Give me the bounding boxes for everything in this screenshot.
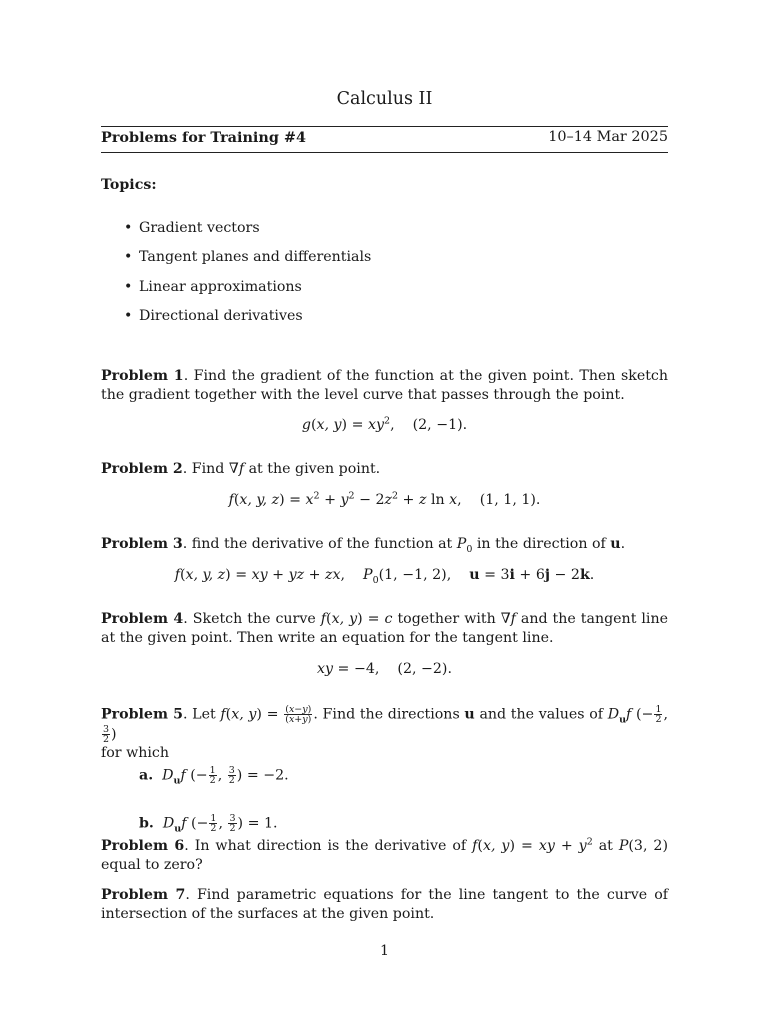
- problem-5-part-b: b. $D_uf$ (− $\frac{1}{2}$ , $\frac{3}{2}$ ) = 1.: [139, 812, 278, 834]
- problem-4-equation: xy = −4, (2, −2).: [317, 661, 452, 677]
- problem-label: Problem 5: [101, 706, 183, 723]
- problem-5: Problem 5. Let f(x, y) = $\frac{(x-y)}{(x+y)}$ . Find the directions u and the values of $D_uf$ (− $\frac{1}{2}$ , $\frac{3}{2}$ ) for which: [101, 704, 668, 761]
- list-item: • Linear approximations: [124, 278, 302, 295]
- bullet-icon: •: [124, 249, 133, 266]
- problem-label: Problem 1: [101, 368, 184, 384]
- bullet-icon: •: [124, 220, 133, 236]
- problem-label: Problem 4: [101, 611, 184, 627]
- problem-2: Problem 2. Find ∇f at the given point.: [101, 461, 381, 477]
- topics-list: [101, 219, 668, 336]
- problem-set-title: Problems for Training #4: [101, 129, 306, 146]
- problem-6: Problem 6. In what direction is the derivative of f(x, y) = xy + $y^2$ at P(3, 2) equal to zero?: [101, 836, 668, 873]
- header-rule-bottom: [101, 152, 668, 153]
- problem-3-equation: f(x, y, z) = xy + yz + zx, $P_0(1$, −1, 2), u = 3i + 6j − 2k.: [174, 567, 595, 586]
- course-title: Calculus II: [336, 89, 433, 109]
- problem-label: Problem 6: [101, 838, 185, 854]
- problem-5-part-a: a. $D_uf$ (− $\frac{1}{2}$ , $\frac{3}{2}$ ) = −2.: [139, 765, 289, 787]
- bullet-icon: •: [124, 307, 133, 324]
- page-number: 1: [379, 943, 390, 959]
- list-item: • Tangent planes and differentials: [124, 249, 372, 266]
- list-item: • Gradient vectors: [124, 220, 260, 236]
- header-rule-top: [101, 126, 668, 127]
- list-item: • Directional derivatives: [124, 307, 303, 324]
- problem-4: Problem 4. Sketch the curve f(x, y) = c together with ∇f and the tangent line at the given point. Then write an equation for the tangent line.: [101, 611, 668, 646]
- problem-label: Problem 7: [101, 887, 186, 903]
- problem-text: . Find the gradient of the function at the given point. Then sketch the gradient together with the level curve that passes through the point.: [101, 368, 668, 403]
- topics-heading: Topics:: [101, 177, 157, 193]
- document-page: [101, 0, 668, 1024]
- bullet-icon: •: [124, 278, 133, 295]
- problem-7: [101, 886, 668, 924]
- problem-text: . Find parametric equations for the line tangent to the curve of intersection of the surfaces at the given point.: [101, 887, 668, 922]
- part-label: b.: [139, 815, 154, 831]
- problem-label: Problem 2: [101, 461, 183, 477]
- date-range: 10–14 Mar 2025: [548, 129, 668, 145]
- fraction: $\frac{(x-y)}{(x+y)}$: [285, 704, 312, 725]
- problem-2-equation: f(x, y, $z) = x^2 + y^2 - 2z^2 + z$ ln x, (1, 1, 1).: [228, 490, 541, 508]
- problem-3: Problem 3. find the derivative of the function at $P_0$ in the direction of u.: [101, 536, 626, 555]
- problem-1-equation: g(x, $y) = xy^2$, (2, −1).: [301, 415, 468, 433]
- header-row: [101, 128, 668, 147]
- problem-label: Problem 3: [101, 536, 183, 552]
- part-label: a.: [139, 767, 154, 784]
- problem-1: [101, 367, 668, 405]
